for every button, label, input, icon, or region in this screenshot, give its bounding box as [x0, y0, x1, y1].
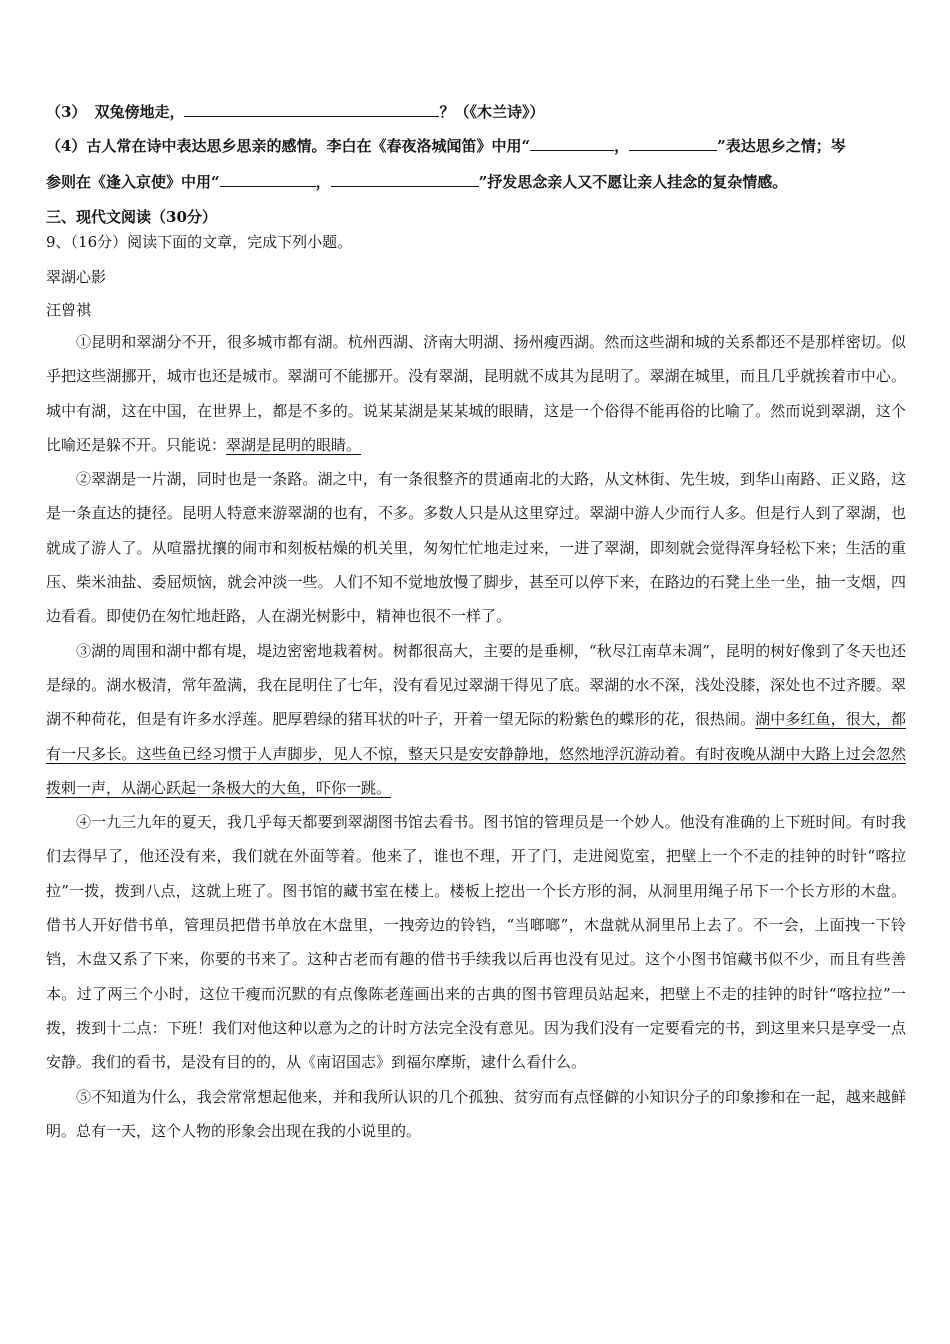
question-4-text-a: （4）古人常在诗中表达思乡思亲的感情。李白在《春夜洛城闻笛》中用“	[46, 137, 531, 155]
paragraph-1	[46, 325, 906, 462]
paragraph-3	[46, 634, 906, 805]
question-3	[46, 102, 544, 122]
separator: ，	[614, 137, 630, 155]
question-9-intro: 9、（16分）阅读下面的文章，完成下列小题。	[46, 233, 353, 251]
question-3-source: ？（《木兰诗》）	[439, 103, 545, 121]
answer-blank[interactable]	[331, 172, 479, 187]
paragraph-2: ②翠湖是一片湖，同时也是一条路。湖之中，有一条很整齐的贯通南北的大路，从文林街、先生坡，到华山南路、正义路，这是一条直达的捷径。昆明人特意来游翠湖的也有，不多。多数人只是从这里穿过。翠湖中游人少而行人多。但是行人到了翠湖，也就成了游人了。从喧嚣扰攘的闹市和刻板枯燥的机关里，匆匆忙忙地走过来，一进了翠湖，即刻就会觉得浑身轻松下来；生活的重压、柴米油盐、委屈烦恼，就会冲淡一些。人们不知不觉地放慢了脚步，甚至可以停下来，在路边的石凳上坐一坐，抽一支烟，四边看看。即使仍在匆忙地赶路，人在湖光树影中，精神也很不一样了。	[46, 470, 906, 626]
article-title: 翠湖心影	[46, 268, 107, 286]
question-4-text-c: 参则在《逢入京使》中用“	[46, 173, 220, 191]
answer-blank[interactable]	[220, 172, 316, 187]
question-4-text-b: ”表达思乡之情；岑	[717, 137, 846, 155]
answer-blank[interactable]	[629, 136, 717, 151]
answer-blank[interactable]	[530, 136, 614, 151]
paragraph-4: ④一九三九年的夏天，我几乎每天都要到翠湖图书馆去看书。图书馆的管理员是一个妙人。他没有准确的上下班时间。有时我们去得早了，他还没有来，我们就在外面等着。他来了，谁也不理，开了门，走进阅览室，把壁上一个不走的挂钟的时针“喀拉拉”一拨，拨到八点，这就上班了。图书馆的藏书室在楼上。楼板上挖出一个长方形的洞，从洞里用绳子吊下一个长方形的木盘。借书人开好借书单，管理员把借书单放在木盘里，一拽旁边的铃铛，“当啷啷”，木盘就从洞里吊上去了。不一会，上面拽一下铃铛，木盘又系了下来，你要的书来了。这种古老而有趣的借书手续我以后再也没有见过。这个小图书馆藏书似不少，而且有些善本。过了两三个小时，这位干瘦而沉默的有点像陈老莲画出来的古典的图书管理员站起来，把壁上不走的挂钟的时针“喀拉拉”一拨，拨到十二点：下班！我们对他这种以意为之的计时方法完全没有意见。因为我们没有一定要看完的书，到这里来只是享受一点安静。我们的看书，是没有目的的，从《南诏国志》到福尔摩斯，逮什么看什么。	[46, 813, 906, 1072]
question-3-number: （3）	[46, 103, 87, 121]
separator: ，	[315, 173, 331, 191]
paragraph-3-text: ③湖的周围和湖中都有堤，堤边密密地栽着树。树都很高大，主要的是垂柳，“秋尽江南草未凋”，昆明的树好像到了冬天也还是绿的。湖水极清，常年盈满，我在昆明住了七年，没有看见过翠湖干得见了底。翠湖的水不深，浅处没膝，深处也不过齐腰。翠湖不种荷花，但是有许多水浮莲。肥厚碧绿的猪耳状的叶子，开着一望无际的粉紫色的蝶形的花，很热闹。	[46, 641, 906, 729]
question-4-line-1	[46, 136, 846, 156]
article-body	[46, 325, 906, 1148]
question-3-prompt: 双兔傍地走，	[94, 103, 185, 121]
paragraph-5: ⑤不知道为什么，我会常常想起他来，并和我所认识的几个孤独、贫穷而有点怪僻的小知识分子的印象掺和在一起，越来越鲜明。总有一天，这个人物的形象会出现在我的小说里的。	[46, 1087, 906, 1140]
underlined-sentence: 翠湖是昆明的眼睛。	[226, 435, 362, 454]
question-4-line-2	[46, 172, 787, 192]
question-4-text-d: ”抒发思念亲人又不愿让亲人挂念的复杂情感。	[478, 173, 788, 191]
section-heading: 三、现代文阅读（30分）	[46, 208, 217, 226]
paragraph-1-text: ①昆明和翠湖分不开，很多城市都有湖。杭州西湖、济南大明湖、扬州瘦西湖。然而这些湖和城的关系都还不是那样密切。似乎把这些湖挪开，城市也还是城市。翠湖可不能挪开。没有翠湖，昆明就不成其为昆明了。翠湖在城里，而且几乎就挨着市中心。城中有湖，这在中国，在世界上，都是不多的。说某某湖是某某城的眼睛，这是一个俗得不能再俗的比喻了。然而说到翠湖，这个比喻还是躲不开。只能说：	[46, 333, 906, 454]
article-author: 汪曾祺	[46, 301, 92, 319]
answer-blank[interactable]	[184, 102, 439, 117]
underlined-sentence: 湖中多红鱼，很大，都有一尺多长。这些鱼已经习惯于人声脚步，见人不惊，整天只是安安静静地，悠然地浮沉游动着。有时夜晚从湖中大路上过会忽然拨剌一声，从湖心跃起一条极大的大鱼，吓你一跳。	[46, 710, 906, 797]
